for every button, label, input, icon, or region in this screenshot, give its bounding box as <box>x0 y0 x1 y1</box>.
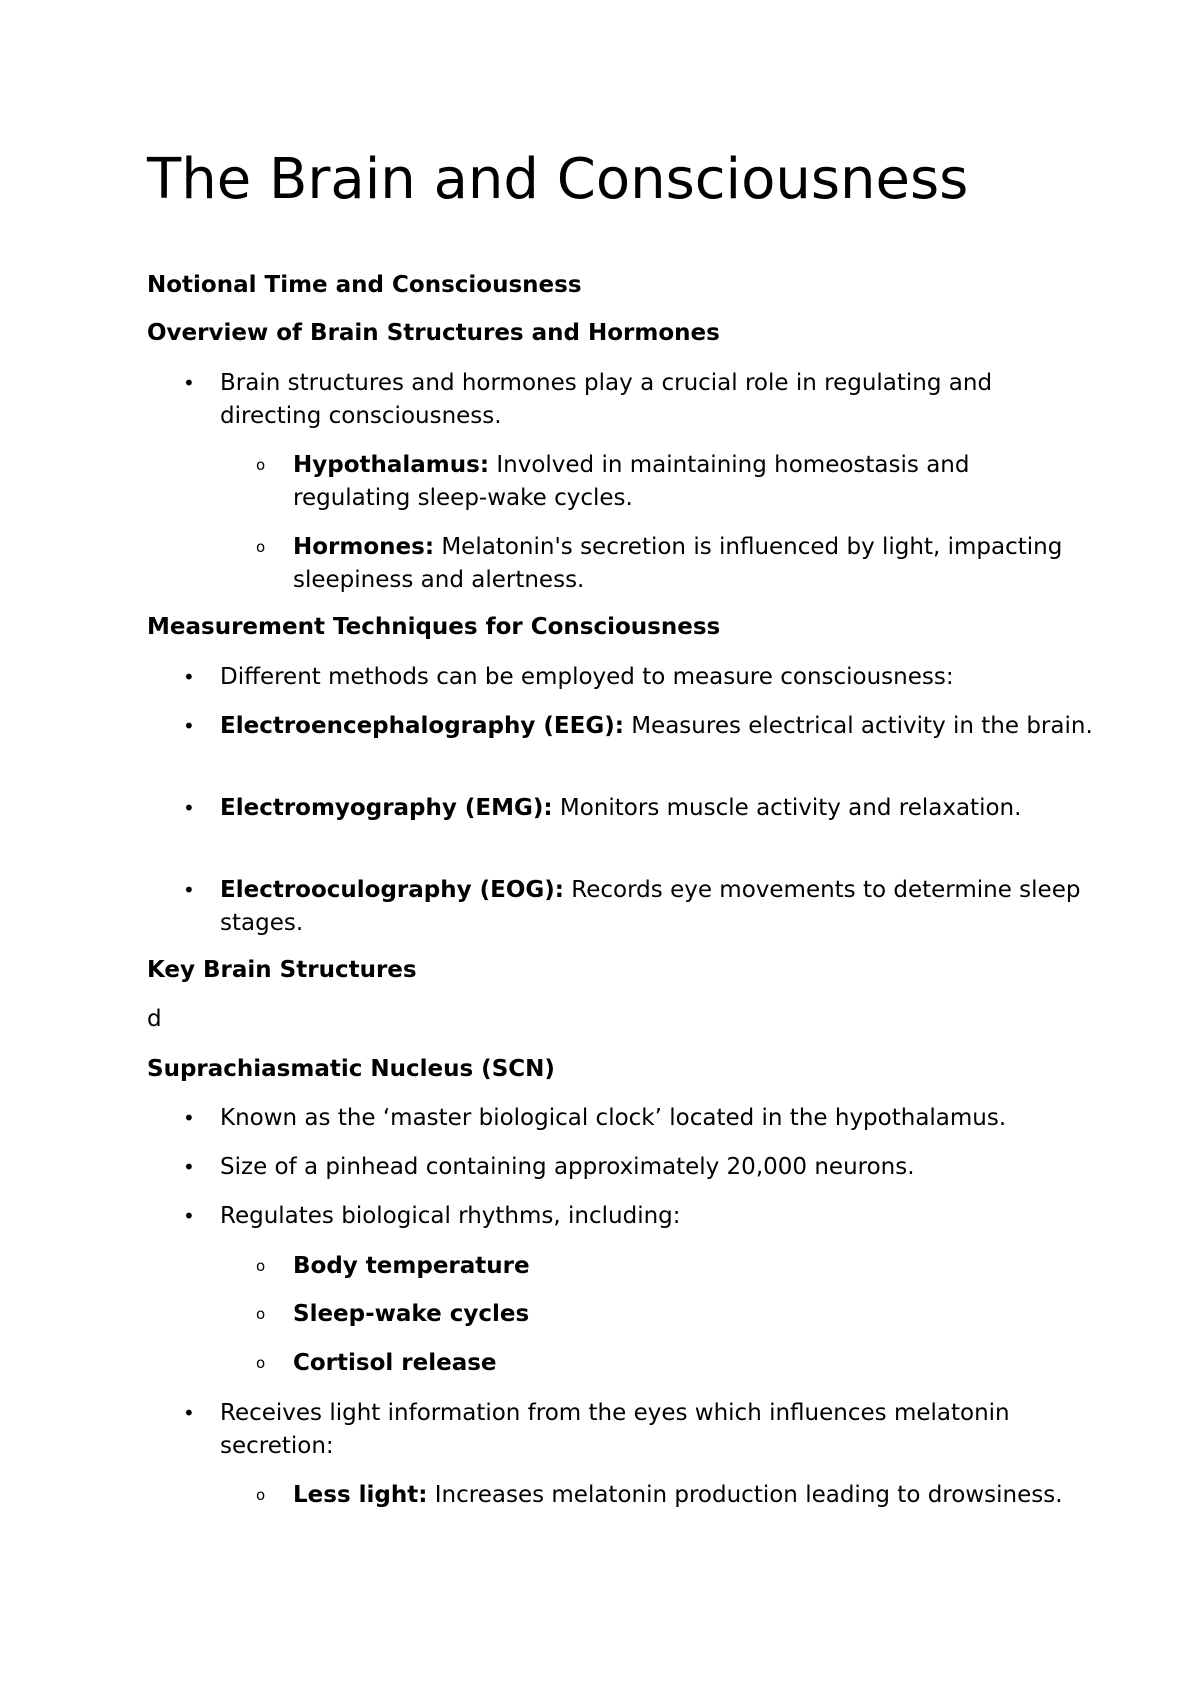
list-item <box>293 1250 1083 1283</box>
list-item: Known as the ‘master biological clock’ located in the hypothalamus. <box>220 1105 1007 1131</box>
bullet-circle: o <box>256 538 266 556</box>
bullet-circle: o <box>256 1257 266 1275</box>
bullet-dot: • <box>183 796 195 820</box>
term-description: Involved in maintaining homeostasis and regulating sleep-wake cycles. <box>293 452 970 511</box>
list-item: Brain structures and hormones play a crucial role in regulating and directing consciousness. <box>220 370 993 429</box>
bullet-dot: • <box>183 1106 195 1130</box>
document-title: The Brain and Consciousness <box>147 147 969 212</box>
section-heading-scn: Suprachiasmatic Nucleus (SCN) <box>147 1056 555 1082</box>
list-item: Regulates biological rhythms, including: <box>220 1203 681 1229</box>
term-description: Measures electrical activity in the brain. <box>623 713 1093 739</box>
bullet-dot: • <box>183 1204 195 1228</box>
section-heading-notional-time: Notional Time and Consciousness <box>147 272 582 298</box>
term-description: Increases melatonin production leading to drowsiness. <box>427 1482 1063 1508</box>
bullet-dot: • <box>183 1155 195 1179</box>
term-label: Electromyography (EMG): <box>220 795 553 821</box>
term-description: Melatonin's secretion is influenced by light, impacting sleepiness and alertness. <box>293 534 1063 593</box>
section-heading-overview: Overview of Brain Structures and Hormones <box>147 320 720 346</box>
term-description: Monitors muscle activity and relaxation. <box>552 795 1022 821</box>
bullet-dot: • <box>183 714 195 738</box>
bullet-circle: o <box>256 1305 266 1323</box>
bullet-dot: • <box>183 1401 195 1425</box>
section-heading-key-structures: Key Brain Structures <box>147 957 417 983</box>
term-label: Hypothalamus: <box>293 452 490 478</box>
list-item: Size of a pinhead containing approximately 20,000 neurons. <box>220 1154 915 1180</box>
term-description: Records eye movements to determine sleep stages. <box>220 877 1081 936</box>
list-item <box>293 1479 1083 1512</box>
bullet-dot: • <box>183 665 195 689</box>
list-item <box>293 1298 1083 1331</box>
list-item <box>293 1347 1083 1380</box>
bullet-circle: o <box>256 1354 266 1372</box>
list-item <box>220 874 1100 940</box>
list-item: Different methods can be employed to measure consciousness: <box>220 664 954 690</box>
term-label: Electrooculography (EOG): <box>220 877 564 903</box>
bullet-dot: • <box>183 371 195 395</box>
term-label: Body temperature <box>293 1253 530 1279</box>
stray-text: d <box>147 1006 162 1032</box>
term-label: Cortisol release <box>293 1350 497 1376</box>
bullet-circle: o <box>256 1486 266 1504</box>
term-label: Less light: <box>293 1482 428 1508</box>
list-item <box>220 792 1100 825</box>
list-item <box>220 710 1100 743</box>
term-label: Electroencephalography (EEG): <box>220 713 624 739</box>
bullet-circle: o <box>256 456 266 474</box>
list-item <box>293 531 1083 597</box>
term-label: Sleep-wake cycles <box>293 1301 530 1327</box>
list-item <box>293 449 1083 515</box>
list-item: Receives light information from the eyes which influences melatonin secretion: <box>220 1400 1010 1459</box>
term-label: Hormones: <box>293 534 435 560</box>
bullet-dot: • <box>183 878 195 902</box>
section-heading-measurement: Measurement Techniques for Consciousness <box>147 614 721 640</box>
